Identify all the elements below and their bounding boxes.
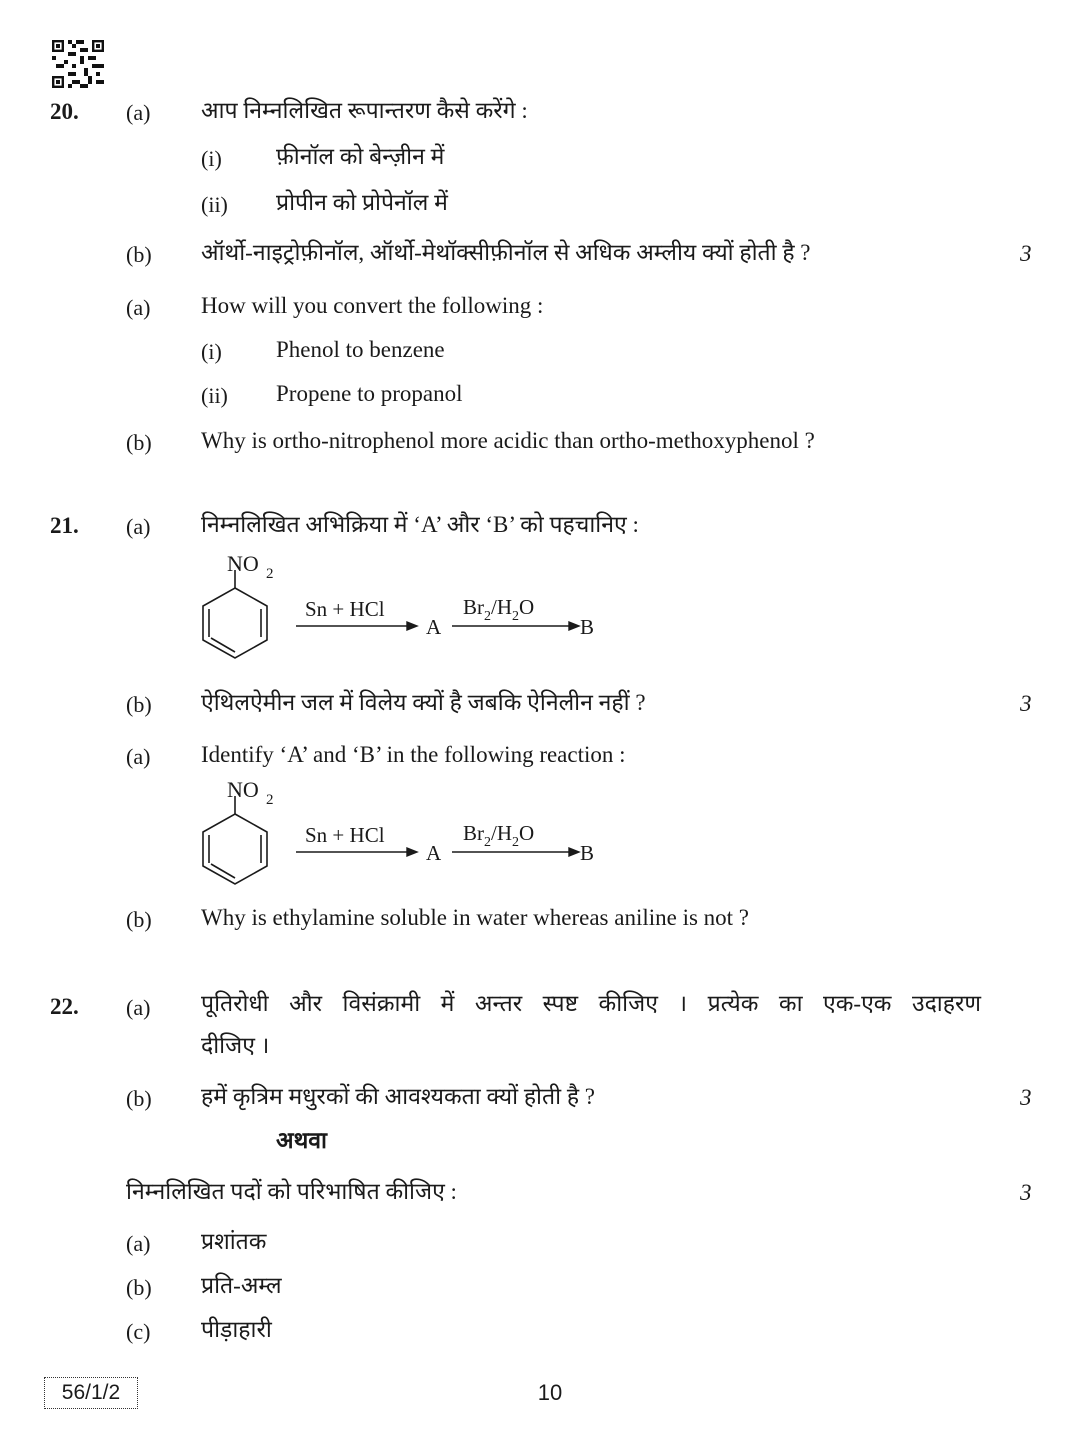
q20-en-i-label: (i) [201, 339, 222, 364]
q20-hi-i-text: फ़ीनॉल को बेन्ज़ीन में [276, 144, 445, 169]
nitro-subscript: 2 [266, 566, 274, 582]
q20-hi-i-label: (i) [201, 146, 222, 171]
q21-hi-a-text: निम्नलिखित अभिक्रिया में ‘A’ और ‘B’ को पहचानिए : [201, 512, 639, 537]
q22-item-label: (a) [126, 1231, 151, 1256]
q22-item-text: प्रशांतक [201, 1229, 267, 1254]
q21-en-a-text: Identify ‘A’ and ‘B’ in the following reaction : [201, 742, 626, 767]
q22-item-text: प्रति-अम्ल [201, 1273, 282, 1298]
product-a: A [426, 841, 442, 865]
q22-b-label: (b) [126, 1086, 152, 1111]
page-number: 10 [537, 1380, 563, 1405]
question-number-21: 21. [50, 513, 79, 538]
reaction-scheme-en [195, 774, 615, 886]
q22-b-marks: 3 [1020, 1085, 1032, 1110]
q21-hi-a-label: (a) [126, 514, 151, 539]
qr-code [52, 40, 104, 88]
q21-en-b-label: (b) [126, 907, 152, 932]
q20-hi-b-label: (b) [126, 242, 152, 267]
q20-en-a-label: (a) [126, 295, 151, 320]
q20-hi-a-text: आप निम्नलिखित रूपान्तरण कैसे करेंगे : [201, 98, 528, 123]
q22-define-marks: 3 [1020, 1180, 1032, 1205]
q20-hi-b-text: ऑर्थो-नाइट्रोफ़ीनॉल, ऑर्थो-मेथॉक्सीफ़ीनॉल से अधिक अम्लीय क्यों होती है ? [201, 240, 811, 265]
q22-define-text: निम्नलिखित पदों को परिभाषित कीजिए : [126, 1179, 457, 1204]
benzene-ring-icon [203, 570, 267, 658]
product-b: B [580, 841, 595, 865]
q22-item-label: (b) [126, 1275, 152, 1300]
q22-item-text: पीड़ाहारी [201, 1317, 272, 1342]
q22-b-text: हमें कृत्रिम मधुरकों की आवश्यकता क्यों होती है ? [201, 1084, 595, 1109]
arrow-1-icon [296, 622, 417, 630]
q20-hi-a-label: (a) [126, 100, 151, 125]
q20-en-b-label: (b) [126, 430, 152, 455]
q20-en-ii-text: Propene to propanol [276, 381, 463, 406]
benzene-ring-icon [203, 796, 267, 884]
product-b: B [580, 615, 595, 639]
question-number-22: 22. [50, 994, 79, 1019]
q21-marks: 3 [1020, 691, 1032, 716]
q20-marks: 3 [1020, 241, 1032, 266]
nitro-group-label: NO [227, 777, 259, 802]
q21-hi-b-text: ऐथिलऐमीन जल में विलेय क्यों है जबकि ऐनिलीन नहीं ? [201, 690, 646, 715]
q22-a-text-line1: पूतिरोधी और विसंक्रामी में अन्तर स्पष्ट कीजिए । प्रत्येक का एक-एक उदाहरण [201, 991, 981, 1016]
reagent-2: $Br_2/H_2O$ [463, 821, 535, 850]
or-separator: अथवा [276, 1128, 328, 1153]
paper-code: 56/1/2 [44, 1377, 138, 1409]
q20-hi-ii-text: प्रोपीन को प्रोपेनॉल में [276, 190, 448, 215]
q22-a-label: (a) [126, 995, 151, 1020]
question-number-20: 20. [50, 99, 79, 124]
reagent-1: Sn + HCl [305, 823, 385, 847]
q20-hi-ii-label: (ii) [201, 192, 228, 217]
reagent-1: Sn + HCl [305, 597, 385, 621]
q21-hi-b-label: (b) [126, 692, 152, 717]
nitro-subscript: 2 [266, 792, 274, 808]
q22-item-label: (c) [126, 1319, 151, 1344]
q21-en-a-label: (a) [126, 744, 151, 769]
q20-en-ii-label: (ii) [201, 383, 228, 408]
q22-a-text-line2: दीजिए । [201, 1033, 270, 1058]
reaction-scheme-hi [195, 548, 615, 660]
nitro-group-label: NO [227, 551, 259, 576]
q20-en-a-text: How will you convert the following : [201, 293, 544, 318]
reagent-2: $Br_2/H_2O$ [463, 595, 535, 624]
q20-en-b-text: Why is ortho-nitrophenol more acidic than ortho-methoxyphenol ? [201, 428, 815, 453]
q21-en-b-text: Why is ethylamine soluble in water whereas aniline is not ? [201, 905, 750, 930]
product-a: A [426, 615, 442, 639]
arrow-1-icon [296, 848, 417, 856]
q20-en-i-text: Phenol to benzene [276, 337, 445, 362]
